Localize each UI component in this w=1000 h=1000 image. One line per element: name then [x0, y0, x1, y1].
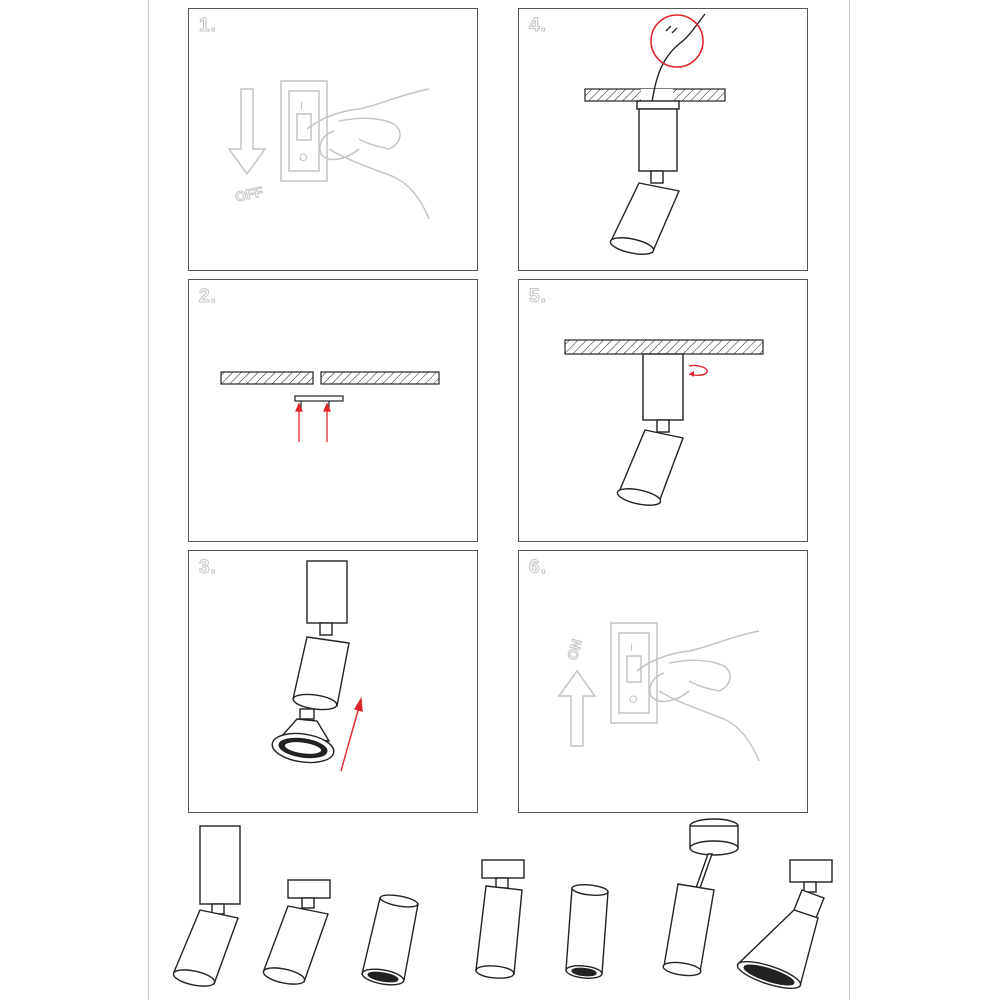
- variant-short-surface-spot-angled: [262, 880, 330, 987]
- step-6-panel: [518, 550, 808, 813]
- step-3-panel: [188, 550, 478, 813]
- step-number: 4.: [529, 15, 547, 36]
- step-4-panel: [518, 8, 808, 271]
- mount-plate-illustration: [189, 280, 479, 543]
- variant-pendant-rod-spot: [662, 819, 738, 978]
- mounting-plate: [295, 396, 343, 401]
- insert-arrow: [341, 699, 362, 771]
- variant-cylinder-shade: [361, 893, 418, 988]
- product-variants-strip: [148, 818, 850, 1000]
- hand-icon: [307, 89, 429, 219]
- wall-switch-plate: [281, 81, 327, 181]
- insert-bulb-illustration: [189, 551, 479, 814]
- ceiling: [565, 340, 763, 354]
- step-number: 6.: [529, 557, 547, 578]
- step-number: 5.: [529, 286, 547, 307]
- variant-cylinder-shade-plain: [565, 883, 608, 980]
- fixture-base: [639, 109, 677, 171]
- up-arrow-icon: [559, 671, 595, 746]
- hand-icon: [637, 631, 759, 761]
- switch-bottom-symbol: O: [299, 152, 308, 164]
- wall-switch-plate: [611, 623, 657, 723]
- step-number: 1.: [199, 15, 217, 36]
- ceiling-left: [221, 372, 313, 384]
- variant-cone-spot: [735, 860, 832, 994]
- variant-tall-surface-spot-angled: [172, 826, 240, 989]
- screw-arrows: [296, 404, 330, 442]
- switch-top-symbol: I: [630, 642, 634, 654]
- step-number: 3.: [199, 557, 217, 578]
- down-arrow-icon: [229, 89, 265, 174]
- fixture-base: [307, 561, 347, 623]
- step-1-panel: [188, 8, 478, 271]
- switch-bottom-symbol: O: [629, 694, 638, 706]
- ceiling-right: [321, 372, 439, 384]
- fixture-base: [643, 354, 683, 420]
- switch-top-symbol: I: [300, 100, 304, 112]
- step-2-panel: [188, 279, 478, 542]
- step-number: 2.: [199, 286, 217, 307]
- switch-off-illustration: [189, 9, 479, 272]
- off-label: OFF: [233, 183, 265, 205]
- connect-wires-illustration: [519, 9, 809, 272]
- switch-on-illustration: [519, 551, 809, 814]
- on-label: ON: [563, 637, 585, 662]
- variant-surface-spot-straight: [476, 860, 524, 980]
- wire-connector-callout: [651, 15, 703, 67]
- attach-fixture-illustration: [519, 280, 809, 543]
- step-5-panel: [518, 279, 808, 542]
